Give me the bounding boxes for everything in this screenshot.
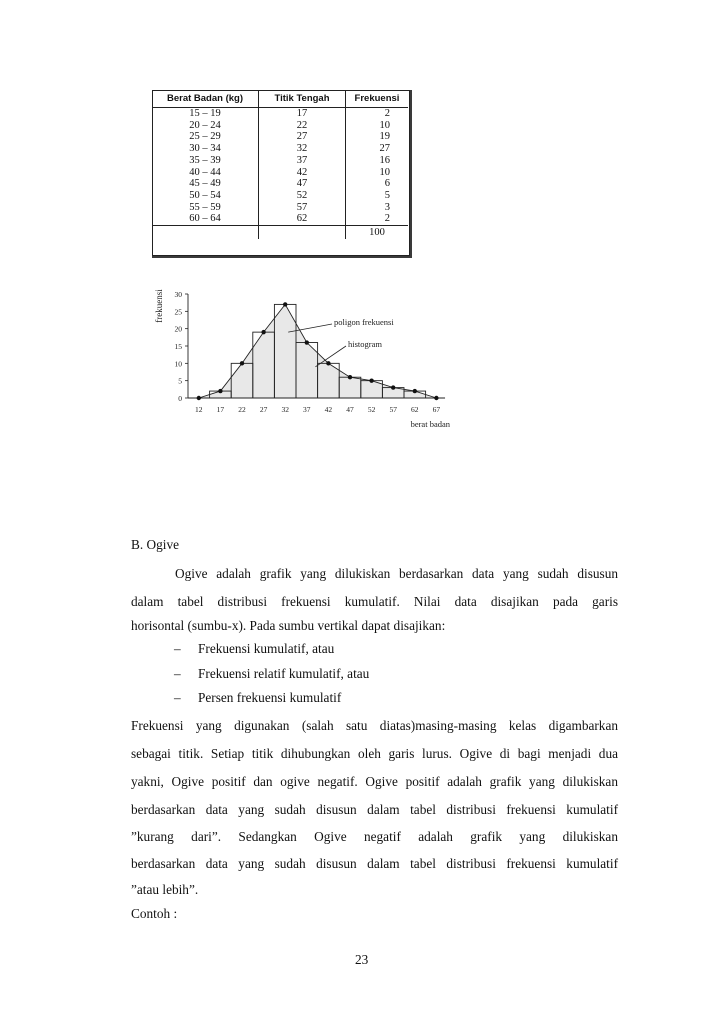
frequency-table-image bbox=[152, 90, 412, 258]
polygon-point bbox=[348, 375, 352, 379]
polygon-point bbox=[218, 389, 222, 393]
y-tick-label: 5 bbox=[178, 376, 182, 386]
para2-line-3: yakni, Ogive positif dan ogive negatif. Ogive positif adalah grafik yang dilukiskan bbox=[131, 774, 618, 789]
bullet-dash: – bbox=[174, 641, 181, 656]
cell-midpoint: 32 bbox=[259, 143, 346, 155]
cell-frequency: 10 bbox=[346, 167, 409, 179]
cell-class-range: 40 – 44 bbox=[189, 166, 221, 178]
contoh-label: Contoh : bbox=[131, 906, 178, 921]
para1-line-3: horisontal (sumbu-x). Pada sumbu vertikal dapat disajikan: bbox=[131, 618, 446, 633]
polygon-point bbox=[326, 361, 330, 365]
cell-class-range: 45 – 49 bbox=[189, 178, 221, 190]
x-tick-label: 42 bbox=[324, 405, 333, 414]
cell-frequency: 27 bbox=[346, 143, 409, 155]
cell-class-range: 50 – 54 bbox=[189, 189, 221, 201]
cell-frequency: 2 bbox=[346, 108, 409, 120]
cell-midpoint: 37 bbox=[259, 155, 346, 167]
y-tick-label: 25 bbox=[174, 307, 182, 317]
para2-line-4: berdasarkan data yang sudah disusun dalam tabel distribusi frekuensi kumulatif bbox=[131, 802, 618, 817]
list-item-text: Persen frekuensi kumulatif bbox=[198, 690, 342, 705]
x-tick-label: 27 bbox=[259, 405, 268, 414]
cell-frequency: 6 bbox=[346, 178, 409, 190]
histogram-polygon-chart bbox=[150, 282, 470, 434]
page-number: 23 bbox=[355, 952, 369, 967]
y-tick-label: 0 bbox=[178, 394, 182, 403]
x-tick-label: 22 bbox=[238, 405, 246, 414]
polygon-point bbox=[261, 330, 265, 334]
cell-midpoint: 22 bbox=[259, 120, 346, 132]
y-axis-label: frekuensi bbox=[154, 289, 164, 323]
cell-class-range: 15 – 19 bbox=[189, 108, 221, 119]
cell-class-range: 55 – 59 bbox=[189, 201, 221, 213]
polygon-point bbox=[369, 378, 373, 382]
cell-frequency: 3 bbox=[346, 202, 409, 214]
cell-frequency: 2 bbox=[346, 213, 409, 225]
x-tick-label: 57 bbox=[389, 405, 397, 414]
cell-empty bbox=[259, 226, 346, 240]
x-tick-label: 62 bbox=[411, 405, 419, 414]
x-axis-label: berat badan bbox=[410, 419, 450, 429]
table-row bbox=[152, 155, 408, 167]
para2-line-7: ”atau lebih”. bbox=[131, 882, 199, 897]
cell-class-range: 30 – 34 bbox=[189, 143, 221, 155]
x-tick-label: 32 bbox=[281, 405, 289, 414]
annotation-polygon: poligon frekuensi bbox=[334, 317, 394, 327]
cell-frequency: 5 bbox=[346, 190, 409, 202]
bullet-dash: – bbox=[174, 690, 181, 705]
cell-midpoint: 62 bbox=[259, 213, 346, 225]
list-item bbox=[174, 666, 369, 682]
frequency-table bbox=[152, 90, 408, 239]
para2-line-6: berdasarkan data yang sudah disusun dalam tabel distribusi frekuensi kumulatif bbox=[131, 856, 618, 871]
cell-total: 100 bbox=[346, 226, 409, 240]
y-tick-label: 20 bbox=[174, 324, 182, 334]
cell-empty bbox=[152, 226, 259, 240]
cell-midpoint: 27 bbox=[259, 131, 346, 143]
para1-line-2: dalam tabel distribusi frekuensi kumulatif. Nilai data disajikan pada garis bbox=[131, 594, 618, 609]
y-tick-label: 30 bbox=[174, 290, 182, 299]
para2-line-1: Frekuensi yang digunakan (salah satu diatas)masing-masing kelas digambarkan bbox=[131, 718, 618, 733]
table-row bbox=[152, 178, 408, 190]
polygon-point bbox=[391, 385, 395, 389]
x-tick-label: 12 bbox=[195, 405, 203, 414]
cell-class-range: 25 – 29 bbox=[189, 131, 221, 143]
annotation-histogram: histogram bbox=[348, 339, 382, 349]
polygon-point bbox=[434, 396, 438, 400]
x-tick-label: 47 bbox=[346, 405, 354, 414]
para1-line-1: Ogive adalah grafik yang dilukiskan berdasarkan data yang sudah disusun bbox=[175, 566, 618, 581]
x-tick-label: 52 bbox=[367, 405, 376, 414]
cell-class-range: 35 – 39 bbox=[189, 154, 221, 166]
table-header-row bbox=[152, 90, 408, 108]
y-tick-label: 10 bbox=[174, 359, 182, 369]
table-row bbox=[152, 202, 408, 214]
polygon-point bbox=[413, 389, 417, 393]
x-tick-label: 37 bbox=[303, 405, 311, 414]
polygon-point bbox=[305, 340, 309, 344]
table-row bbox=[152, 131, 408, 143]
section-heading: B. Ogive bbox=[131, 537, 180, 552]
x-tick-label: 67 bbox=[432, 405, 441, 414]
list-item bbox=[174, 641, 334, 657]
cell-class-range: 60 – 64 bbox=[189, 213, 221, 225]
table-row bbox=[152, 167, 408, 179]
header-frekuensi: Frekuensi bbox=[346, 90, 409, 108]
cell-midpoint: 42 bbox=[259, 167, 346, 179]
header-titik-tengah: Titik Tengah bbox=[259, 90, 346, 108]
table-total-row bbox=[152, 226, 408, 240]
table-row bbox=[152, 143, 408, 155]
polygon-point bbox=[283, 302, 287, 306]
cell-midpoint: 52 bbox=[259, 190, 346, 202]
y-tick-label: 15 bbox=[174, 342, 182, 351]
para2-line-2: sebagai titik. Setiap titik dihubungkan oleh garis lurus. Ogive di bagi menjadi dua bbox=[131, 746, 618, 761]
table-row bbox=[152, 120, 408, 132]
list-item bbox=[174, 690, 341, 706]
cell-midpoint: 47 bbox=[259, 178, 346, 190]
cell-midpoint: 57 bbox=[259, 202, 346, 214]
polygon-point bbox=[197, 396, 201, 400]
cell-class-range: 20 – 24 bbox=[189, 119, 221, 131]
table-row bbox=[152, 190, 408, 202]
cell-midpoint: 17 bbox=[259, 108, 346, 120]
bullet-dash: – bbox=[174, 666, 181, 681]
x-tick-label: 17 bbox=[216, 405, 225, 414]
cell-frequency: 19 bbox=[346, 131, 409, 143]
para2-line-5: ”kurang dari”. Sedangkan Ogive negatif adalah grafik yang dilukiskan bbox=[131, 829, 618, 844]
header-berat-badan: Berat Badan (kg) bbox=[152, 90, 259, 108]
table-row bbox=[152, 108, 408, 120]
list-item-text: Frekuensi relatif kumulatif, atau bbox=[198, 666, 370, 681]
polygon-point bbox=[240, 361, 244, 365]
cell-frequency: 10 bbox=[346, 120, 409, 132]
table-row bbox=[152, 213, 408, 225]
cell-frequency: 16 bbox=[346, 155, 409, 167]
list-item-text: Frekuensi kumulatif, atau bbox=[198, 641, 335, 656]
